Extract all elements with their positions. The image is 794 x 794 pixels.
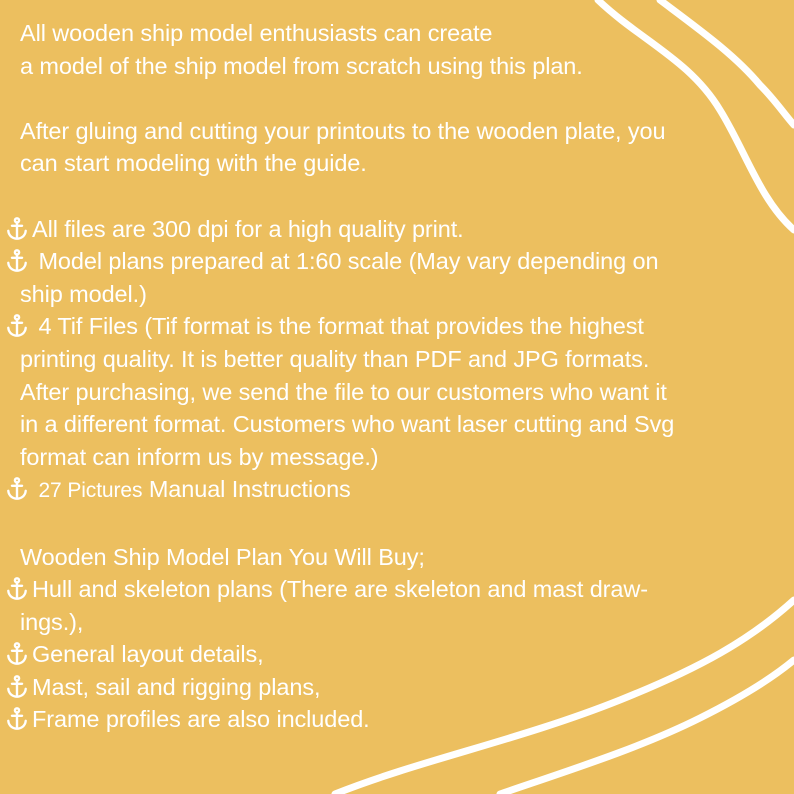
anchor-icon [6, 577, 28, 601]
buy-item [20, 573, 780, 638]
feature-item [20, 245, 780, 310]
buy-line: ings.), [20, 608, 84, 635]
intro-line-2: a model of the ship model from scratch using this plan. [20, 52, 583, 79]
feature-line: printing quality. It is better quality than PDF and JPG formats. [20, 345, 650, 372]
anchor-icon [6, 217, 28, 241]
feature-line: After purchasing, we send the file to our customers who want it [20, 378, 667, 405]
anchor-icon [6, 642, 28, 666]
pictures-text: Manual Instructions [148, 476, 351, 503]
buy-item [20, 638, 780, 671]
feature-line: ship model.) [20, 280, 147, 307]
buy-line: Hull and skeleton plans (There are skeleton and mast draw- [32, 576, 648, 603]
buy-item [20, 671, 780, 704]
feature-line: format can inform us by message.) [20, 443, 379, 470]
anchor-icon [6, 314, 28, 338]
buy-line: General layout details, [32, 641, 264, 668]
feature-list [20, 213, 780, 508]
feature-item [20, 310, 780, 473]
intro-line-4: can start modeling with the guide. [20, 150, 367, 177]
feature-item-pictures [20, 473, 780, 508]
anchor-icon [6, 249, 28, 273]
buy-item [20, 703, 780, 736]
buy-list [20, 573, 780, 736]
buy-line: Frame profiles are also included. [32, 706, 370, 733]
feature-line: 4 Tif Files (Tif format is the format that provides the highest [38, 313, 644, 340]
anchor-icon [6, 477, 28, 501]
anchor-icon [6, 707, 28, 731]
buy-heading: Wooden Ship Model Plan You Will Buy; [20, 543, 425, 570]
feature-line: in a different format. Customers who want laser cutting and Svg [20, 411, 675, 438]
description-text [20, 17, 780, 736]
intro-line-3: After gluing and cutting your printouts to the wooden plate, you [20, 117, 666, 144]
pictures-count: 27 Pictures [38, 479, 143, 503]
intro-line-1: All wooden ship model enthusiasts can create [20, 20, 493, 46]
feature-line: All files are 300 dpi for a high quality print. [32, 215, 464, 242]
anchor-icon [6, 675, 28, 699]
buy-line: Mast, sail and rigging plans, [32, 673, 321, 700]
feature-line: Model plans prepared at 1:60 scale (May vary depending on [38, 248, 659, 275]
feature-item [20, 213, 780, 246]
